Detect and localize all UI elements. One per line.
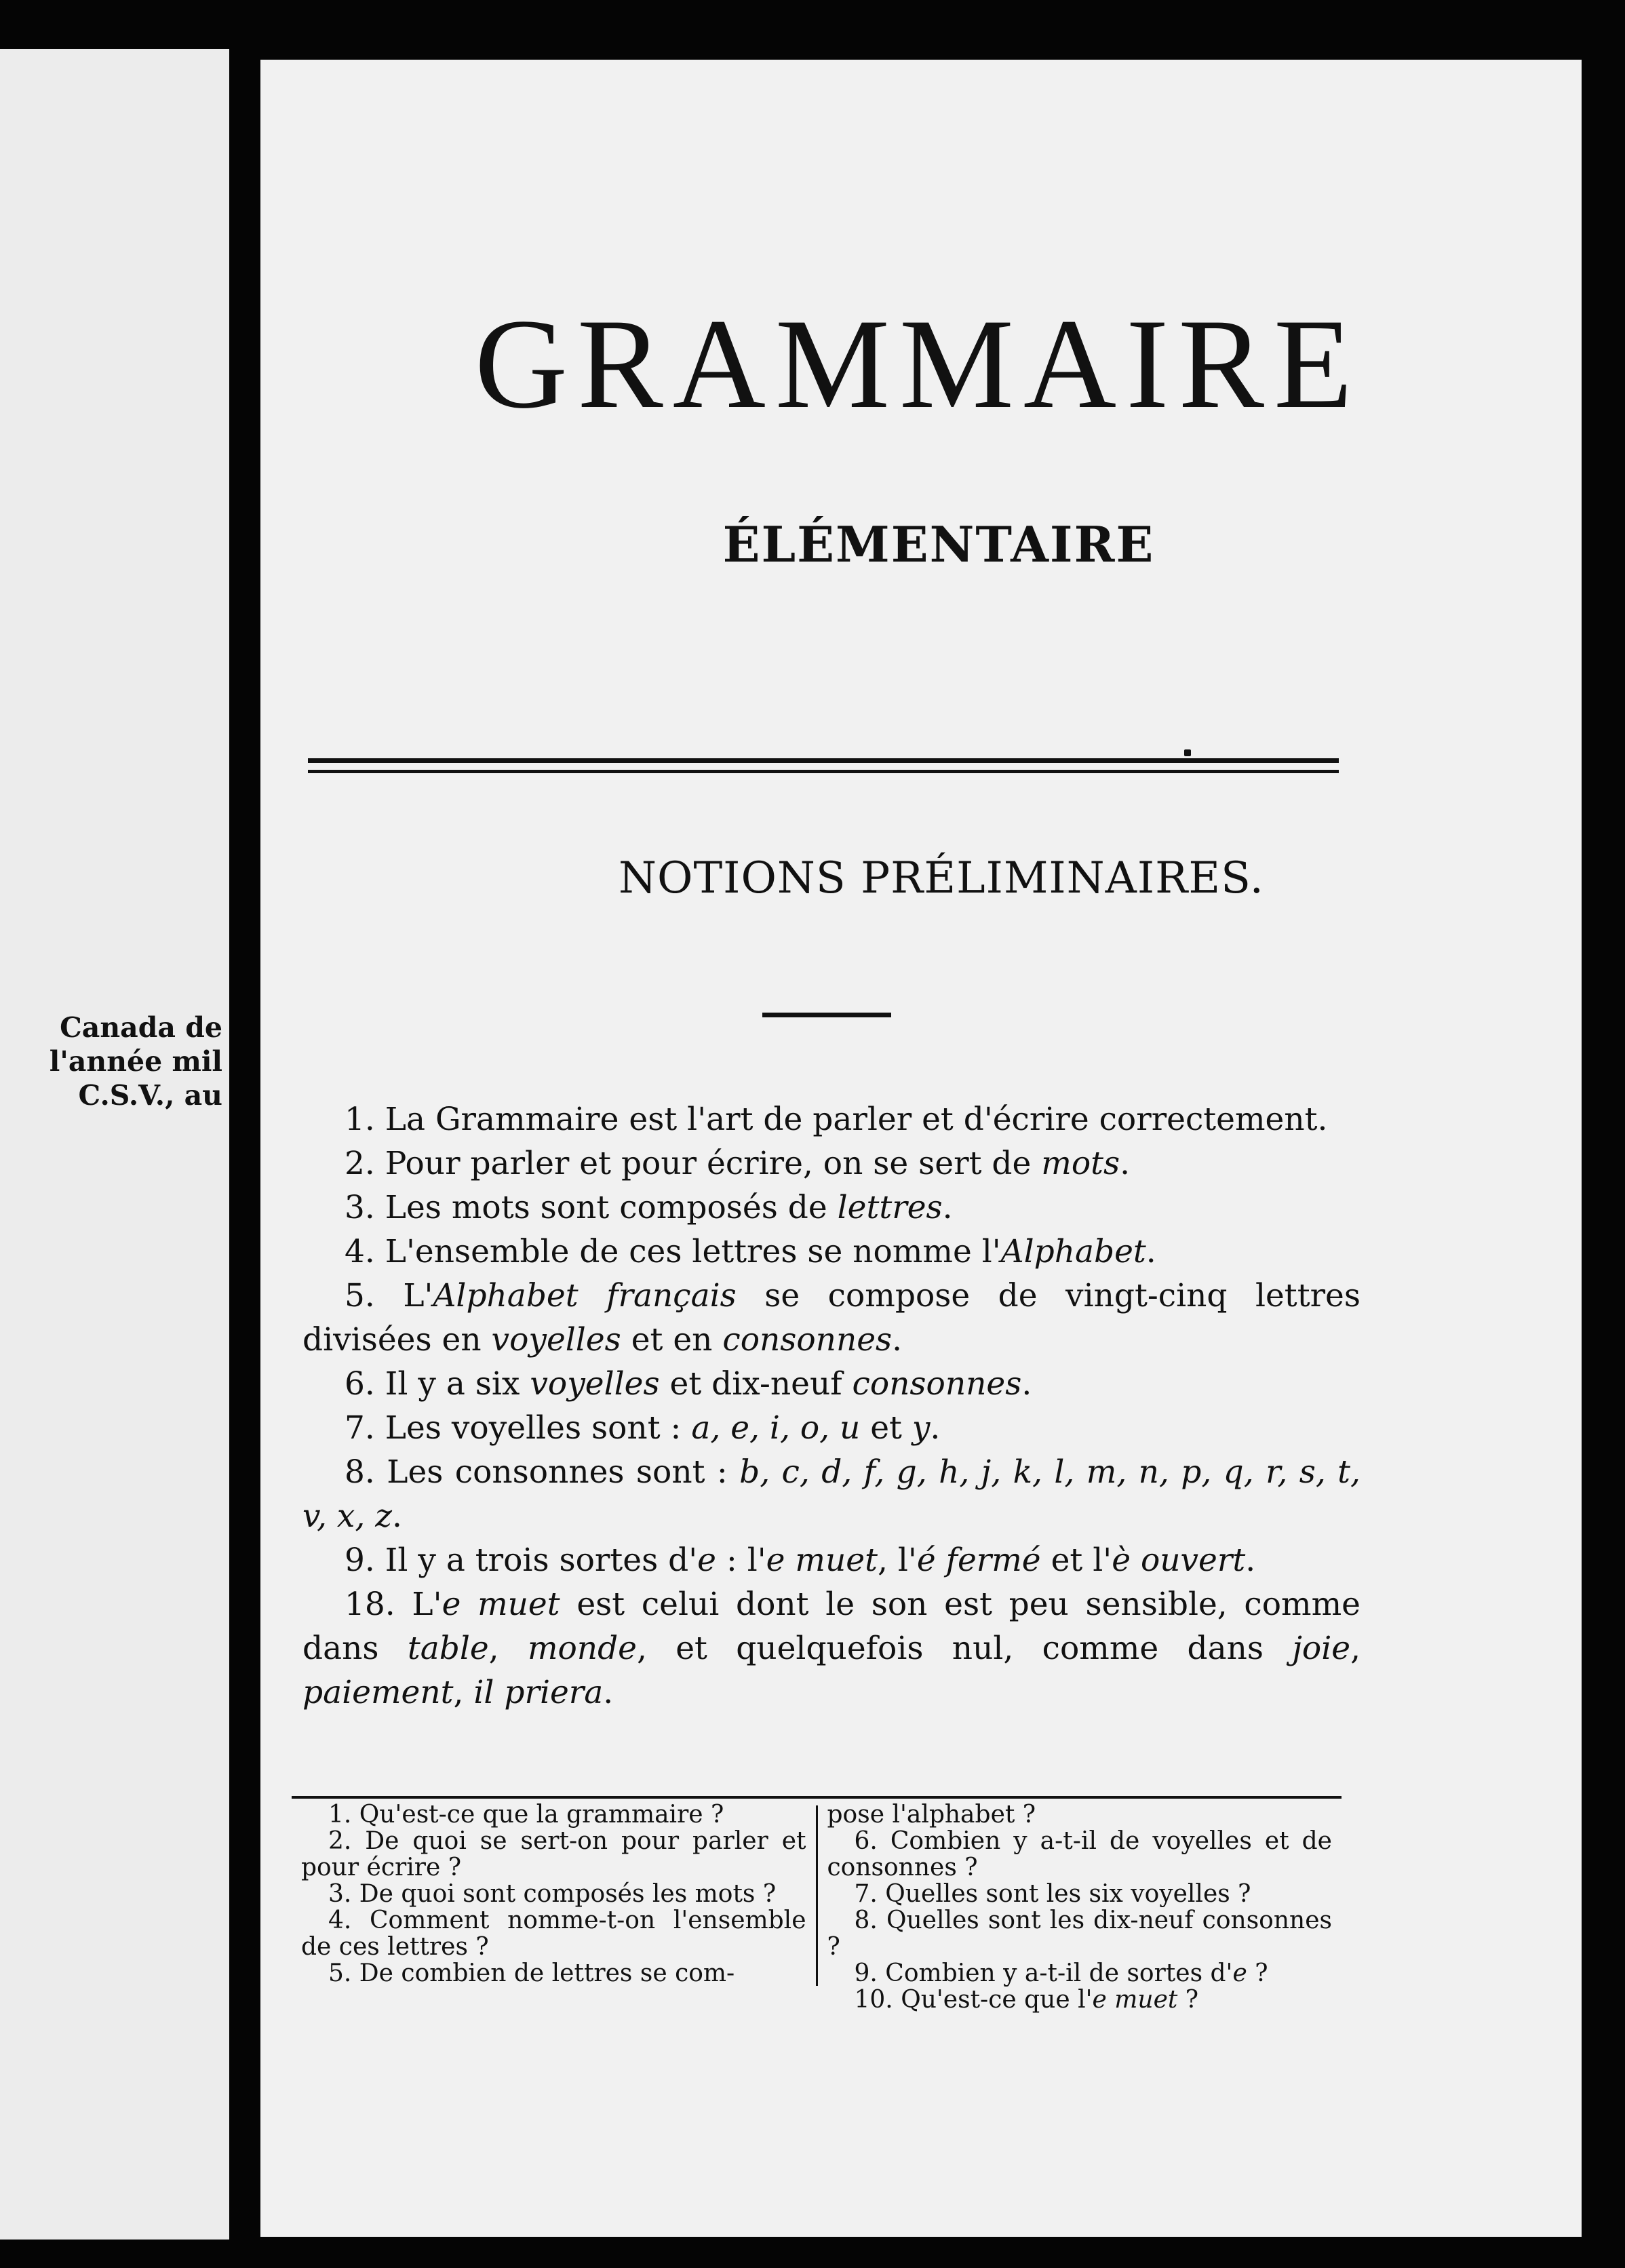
- question-item: 8. Quelles sont les dix-neuf consonnes ?: [827, 1907, 1332, 1961]
- questions-left-column: [292, 1801, 816, 2013]
- left-page-line: l'année mil: [49, 1045, 222, 1078]
- question-item: 3. De quoi sont composés les mots ?: [328, 1880, 777, 1908]
- paragraph-3: 3. Les mots sont composés de lettres.: [345, 1189, 953, 1226]
- question-item: 7. Quelles sont les six voyelles ?: [854, 1880, 1251, 1908]
- paragraph-7: 7. Les voyelles sont : a, e, i, o, u et y.: [345, 1409, 941, 1447]
- left-page-line: C.S.V., au: [78, 1079, 222, 1112]
- paragraph-1: 1. La Grammaire est l'art de parler et d'écrire correctement.: [345, 1101, 1328, 1138]
- question-item: 5. De combien de lettres se com-: [328, 1959, 735, 1987]
- body-text: [302, 1097, 1360, 1715]
- paragraph-10: 18. L'e muet est celui dont le son est peu sensible, comme dans table, monde, et quelquefois nul, comme dans joie, paiement, il priera.: [302, 1586, 1361, 1711]
- review-questions: [292, 1801, 1342, 2013]
- left-page-text: [50, 1011, 222, 1112]
- paragraph-6: 6. Il y a six voyelles et dix-neuf consonnes.: [345, 1365, 1032, 1403]
- question-item: 10. Qu'est-ce que l'e muet ?: [854, 1986, 1199, 2014]
- question-item: 1. Qu'est-ce que la grammaire ?: [328, 1801, 724, 1829]
- paragraph-5: 5. L'Alphabet français se compose de vingt-cinq lettres divisées en voyelles et en consonnes.: [302, 1277, 1360, 1358]
- questions-right-column: [818, 1801, 1342, 2013]
- paragraph-4: 4. L'ensemble de ces lettres se nomme l'Alphabet.: [345, 1233, 1156, 1270]
- paragraph-8: 8. Les consonnes sont : b, c, d, f, g, h, j, k, l, m, n, p, q, r, s, t, v, x, z.: [302, 1453, 1360, 1535]
- paragraph-9: 9. Il y a trois sortes d'e : l'e muet, l'é fermé et l'è ouvert.: [345, 1542, 1256, 1579]
- question-item: 9. Combien y a-t-il de sortes d'e ?: [854, 1959, 1268, 1987]
- footnote-rule: [292, 1796, 1342, 1799]
- short-rule-divider: [762, 1013, 891, 1017]
- question-item: 6. Combien y a-t-il de voyelles et de consonnes ?: [827, 1827, 1332, 1881]
- question-item: 4. Comment nomme-t-on l'ensemble de ces lettres ?: [301, 1907, 806, 1961]
- page-subtitle: ÉLÉMENTAIRE: [722, 515, 1155, 573]
- paragraph-2: 2. Pour parler et pour écrire, on se sert de mots.: [345, 1145, 1131, 1182]
- question-item: 2. De quoi se sert-on pour parler et pour écrire ?: [301, 1827, 806, 1881]
- question-item: pose l'alphabet ?: [827, 1801, 1036, 1829]
- left-page-line: Canada de: [60, 1011, 222, 1044]
- page-title: GRAMMAIRE: [474, 293, 1363, 435]
- double-rule-divider: [308, 758, 1339, 773]
- ink-speck: [1184, 749, 1191, 756]
- book-page: [260, 60, 1582, 2237]
- section-title: NOTIONS PRÉLIMINAIRES.: [619, 853, 1264, 903]
- left-facing-page: [0, 49, 229, 2240]
